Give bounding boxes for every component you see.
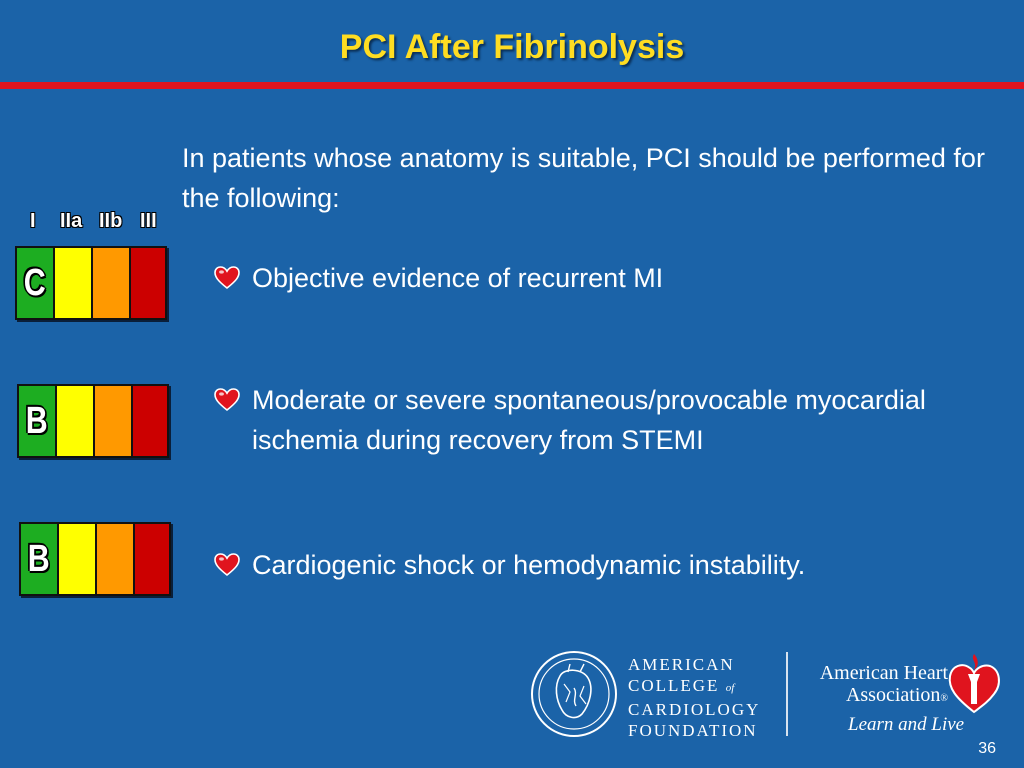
acc-of: of bbox=[725, 682, 735, 694]
intro-text: In patients whose anatomy is suitable, PCI should be performed for the following: bbox=[182, 143, 985, 213]
class-iii-cell bbox=[131, 248, 165, 318]
heart-bullet-icon bbox=[214, 266, 240, 290]
level-of-evidence-box bbox=[17, 384, 169, 458]
evidence-level-letter: B bbox=[28, 537, 50, 580]
recommendation-item bbox=[214, 545, 1004, 585]
class-header-iib: IIb bbox=[99, 210, 123, 232]
logo-divider bbox=[786, 652, 788, 736]
class-header-row bbox=[20, 210, 170, 236]
evidence-level-letter: B bbox=[26, 399, 48, 442]
recommendation-text: Cardiogenic shock or hemodynamic instability. bbox=[252, 550, 806, 580]
class-header-iia: IIa bbox=[60, 210, 83, 232]
class-iib-cell bbox=[97, 524, 135, 594]
acc-line-3: CARDIOLOGY bbox=[628, 700, 761, 719]
recommendation-text: Objective evidence of recurrent MI bbox=[252, 263, 664, 293]
heart-bullet-icon bbox=[214, 553, 240, 577]
recommendation-item bbox=[214, 380, 1004, 460]
acc-college: COLLEGE bbox=[628, 676, 720, 695]
slide-number: 36 bbox=[978, 740, 996, 757]
class-iii-cell bbox=[133, 386, 167, 456]
level-of-evidence-box bbox=[19, 522, 171, 596]
class-iib-cell bbox=[95, 386, 133, 456]
title-rule bbox=[0, 82, 1024, 89]
acc-seal-logo-icon bbox=[530, 648, 618, 740]
class-iia-cell bbox=[59, 524, 97, 594]
aha-tagline: Learn and Live bbox=[848, 714, 965, 735]
level-of-evidence-box bbox=[15, 246, 167, 320]
acc-line-1: AMERICAN bbox=[628, 655, 735, 674]
aha-heart-torch-icon bbox=[944, 652, 1004, 716]
recommendation-item bbox=[214, 258, 1004, 298]
class-header-iii: III bbox=[140, 210, 157, 232]
acc-line-4: FOUNDATION bbox=[628, 721, 758, 740]
class-header-i: I bbox=[30, 210, 36, 232]
aha-name bbox=[804, 662, 948, 710]
class-i-cell bbox=[19, 386, 57, 456]
footer-logos bbox=[530, 648, 1010, 748]
slide-title: PCI After Fibrinolysis bbox=[339, 28, 685, 66]
acc-line-2 bbox=[628, 675, 760, 699]
class-i-cell bbox=[21, 524, 59, 594]
class-iia-cell bbox=[55, 248, 93, 318]
aha-line-2: Association® bbox=[845, 684, 948, 706]
heart-bullet-icon bbox=[214, 388, 240, 412]
class-iib-cell bbox=[93, 248, 131, 318]
class-iia-cell bbox=[57, 386, 95, 456]
aha-line-1: American Heart bbox=[819, 662, 948, 684]
class-i-cell bbox=[17, 248, 55, 318]
class-iii-cell bbox=[135, 524, 169, 594]
recommendation-text: Moderate or severe spontaneous/provocable myocardial ischemia during recovery from STEMI bbox=[252, 385, 926, 455]
acc-name bbox=[628, 654, 760, 741]
aha-association: Association bbox=[845, 684, 941, 706]
evidence-level-letter: C bbox=[24, 261, 46, 304]
